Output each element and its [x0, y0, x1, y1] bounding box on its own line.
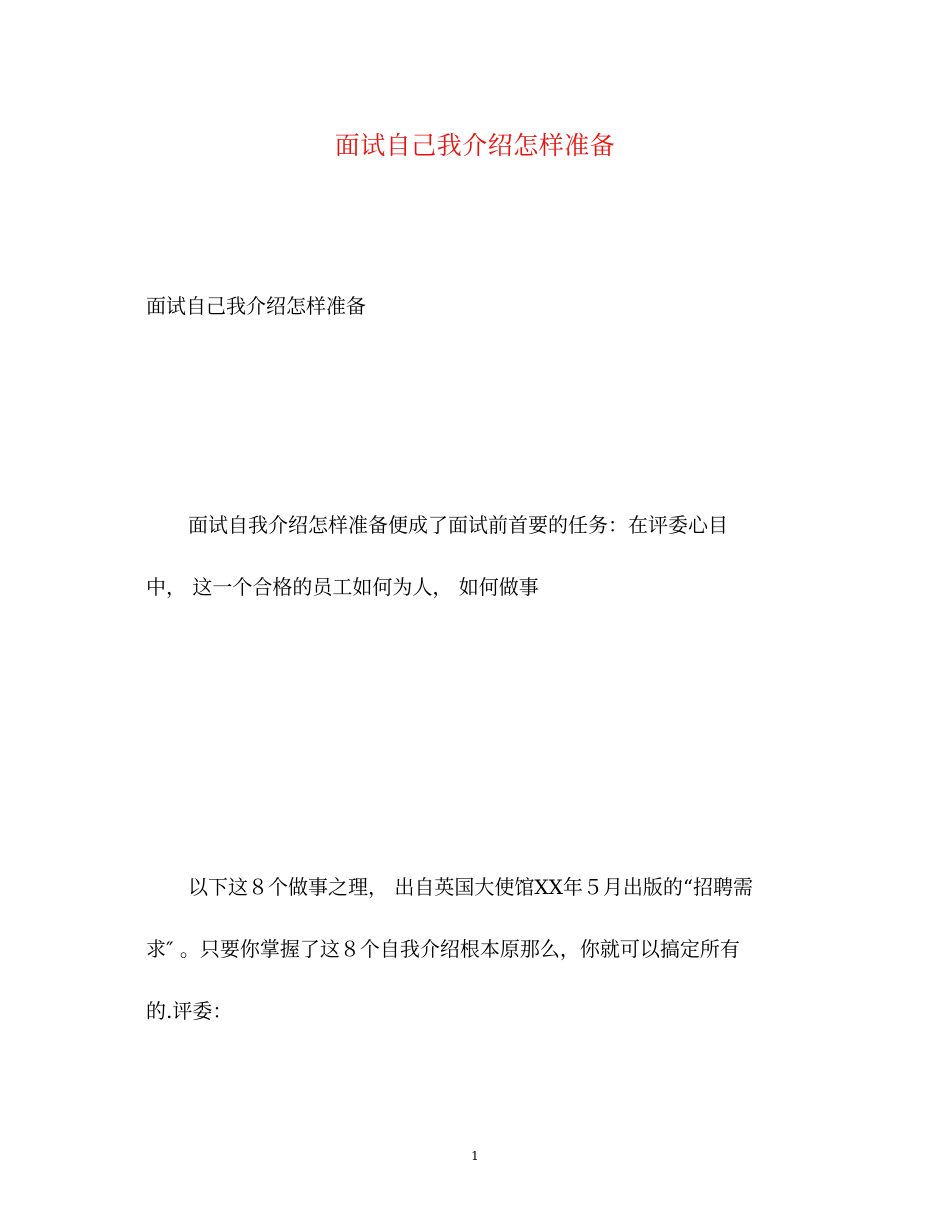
paragraph-line: 面试自我介绍怎样准备便成了面试前首要的任务：在评委心目: [188, 513, 728, 537]
page-number: 1: [471, 1149, 479, 1163]
paragraph-line: 求″ 。只要你掌握了这８个自我介绍根本原那么，你就可以搞定所有: [146, 937, 740, 961]
document-subtitle: 面试自己我介绍怎样准备: [146, 294, 366, 318]
paragraph-line: 的.评委：: [146, 999, 233, 1023]
document-title: 面试自己我介绍怎样准备: [334, 131, 616, 160]
paragraph-principles: [146, 856, 806, 1042]
paragraph-line: 以下这８个做事之理， 出自英国大使馆XX年５月出版的“招聘需: [188, 875, 754, 899]
paragraph-intro: [146, 494, 806, 618]
paragraph-line: 中， 这一个合格的员工如何为人， 如何做事: [146, 575, 539, 599]
